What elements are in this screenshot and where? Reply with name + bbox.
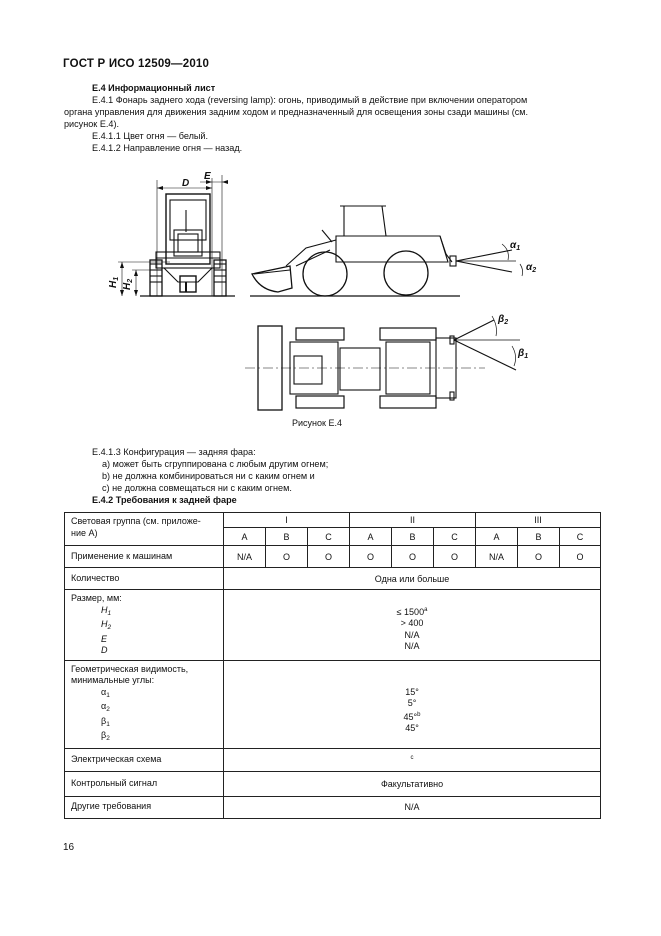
application-cell: O <box>266 546 308 568</box>
class-cell: A <box>350 528 392 546</box>
size-d-value: N/A <box>404 641 420 651</box>
class-cell: C <box>560 528 601 546</box>
config-item-c: c) не должна совмещаться ни с каким огнем. <box>102 483 292 493</box>
application-cell: O <box>392 546 434 568</box>
other-label: Другие требования <box>65 796 224 818</box>
requirements-title: Е.4.2 Требования к задней фаре <box>92 495 237 505</box>
size-e-value: N/A <box>404 629 420 640</box>
dim-h2-sym: H <box>122 282 133 290</box>
page-number: 16 <box>63 842 75 853</box>
class-cell: B <box>266 528 308 546</box>
svg-text:H2 <box>122 279 134 290</box>
angle-alpha2: $\alpha_2$ <box>526 262 537 274</box>
size-label-cell: Размер, мм: $H_1$ $H_2$ E D <box>65 590 224 661</box>
size-values <box>224 590 601 661</box>
dim-h1 <box>108 277 120 288</box>
signal-label: Контрольный сигнал <box>65 771 224 796</box>
class-cell: C <box>434 528 476 546</box>
other-value: N/A <box>224 796 601 818</box>
document-header: ГОСТ Р ИСО 12509—2010 <box>63 58 210 70</box>
svg-text:H1 <box>108 277 120 288</box>
size-label: Размер, мм: <box>71 593 122 603</box>
geometry-label-line2: минимальные углы: <box>71 675 155 685</box>
para-definition-line1: Е.4.1 Фонарь заднего хода (reversing lamp): огонь, приводимый в действие при включении оператором <box>92 95 528 105</box>
para-direction: Е.4.1.2 Направление огня — назад. <box>92 143 243 153</box>
group-ii-header: II <box>350 513 476 528</box>
application-cell: O <box>350 546 392 568</box>
electric-value: c <box>224 748 601 771</box>
rear-view <box>108 171 235 296</box>
beta1-value: 45°$^b$ <box>403 711 421 722</box>
requirements-table <box>64 512 601 819</box>
group-label-line1: Световая группа (см. приложе- <box>71 516 201 526</box>
class-cell: B <box>392 528 434 546</box>
group-label-cell <box>65 513 224 546</box>
beta2-value: 45° <box>405 723 419 733</box>
group-iii-header: III <box>476 513 601 528</box>
class-cell: A <box>476 528 518 546</box>
geometry-label-cell: Геометрическая видимость, минимальные углы: $\alpha_1$ $\alpha_2$ $\beta_1$ $\beta_2$ <box>65 660 224 748</box>
class-cell: A <box>224 528 266 546</box>
quantity-value: Одна или больше <box>224 568 601 590</box>
dim-h2 <box>122 279 134 290</box>
side-view <box>250 206 536 296</box>
config-item-a: а) может быть сгруппирована с любым другим огнем; <box>102 459 329 469</box>
application-cell: O <box>518 546 560 568</box>
size-h2-value: > 400 <box>400 618 424 628</box>
dim-h2-sub: 2 <box>127 278 134 283</box>
angle-beta2: $\beta_2$ <box>498 314 509 326</box>
class-cell: B <box>518 528 560 546</box>
alpha2-value: 5° <box>407 698 417 708</box>
application-cell: N/A <box>476 546 518 568</box>
electric-label: Электрическая схема <box>65 748 224 771</box>
alpha1-value: 15° <box>405 686 419 697</box>
figure-e4-drawing <box>100 170 560 415</box>
para-definition-line2: органа управления для движения задним ходом и предназначенный для освещения зоны сзади машины (см. <box>64 107 529 117</box>
application-cell: N/A <box>224 546 266 568</box>
para-color: Е.4.1.1 Цвет огня — белый. <box>92 131 209 141</box>
group-label-line2: ние А) <box>71 527 98 538</box>
angle-beta1: $\beta_1$ <box>518 348 529 360</box>
top-view <box>245 314 528 410</box>
application-label: Применение к машинам <box>65 546 224 568</box>
dim-e-label: E <box>204 171 211 182</box>
config-item-b: b) не должна комбинироваться ни с каким огнем и <box>102 471 315 481</box>
application-cell: O <box>308 546 350 568</box>
signal-value: Факультативно <box>224 771 601 796</box>
para-definition-line3: рисунок Е.4). <box>64 119 120 129</box>
geometry-label-line1: Геометрическая видимость, <box>71 663 189 674</box>
dim-h1-sym: H <box>108 280 119 288</box>
application-cell: O <box>560 546 601 568</box>
geometry-values <box>224 660 601 748</box>
application-cell: O <box>434 546 476 568</box>
dim-h1-sub: 1 <box>113 276 120 281</box>
dim-d-label: D <box>182 178 190 189</box>
figure-caption: Рисунок Е.4 <box>292 418 342 428</box>
angle-alpha1: $\alpha_1$ <box>510 240 521 252</box>
group-i-header: I <box>224 513 350 528</box>
class-cell: C <box>308 528 350 546</box>
config-title: Е.4.1.3 Конфигурация — задняя фара: <box>92 447 256 457</box>
section-title: Е.4 Информационный лист <box>92 83 216 93</box>
quantity-label: Количество <box>65 568 224 590</box>
size-h1-value: ≤ $1500^a$ <box>396 606 428 617</box>
